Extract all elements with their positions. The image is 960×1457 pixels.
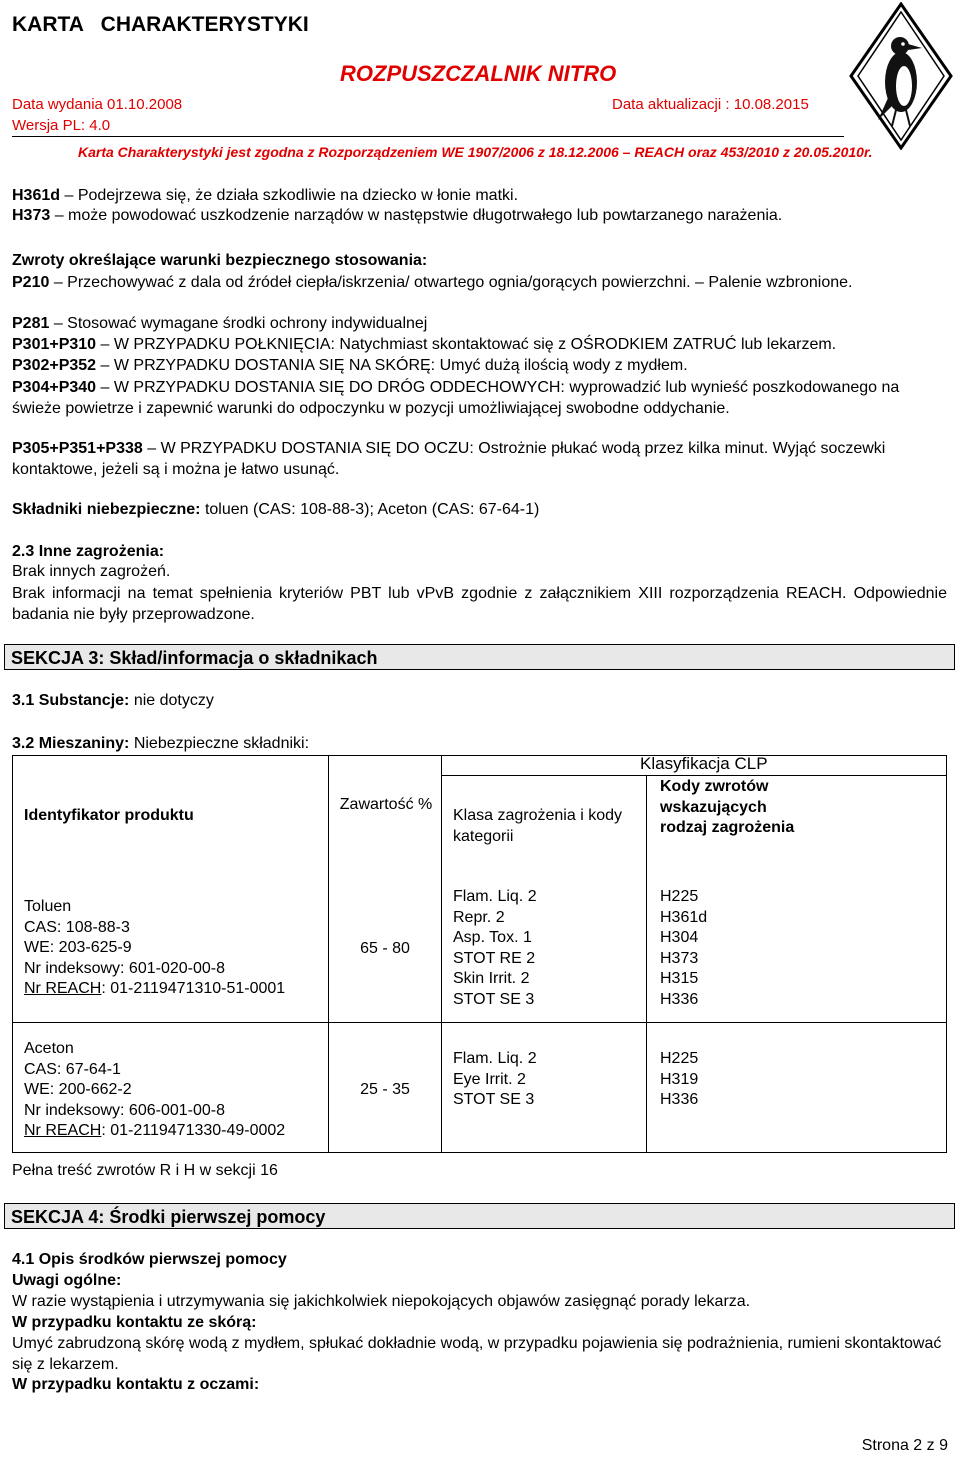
col-content-header: Zawartość % xyxy=(339,796,433,813)
precaution-p304: P304+P340 – W PRZYPADKU DOSTANIA SIĘ DO DRÓG ODDECHOWYCH: wyprowadzić lub wynieść poszkodowanego na świeże powietrze i zapewnić warunki do odpoczynku w pozycji umożliwiającej swobodne oddychanie. xyxy=(12,379,900,417)
other-hazards-line1: Brak innych zagrożeń. xyxy=(12,563,171,580)
header-rule xyxy=(12,136,844,137)
precaution-p305: P305+P351+P338 – W PRZYPADKU DOSTANIA SIĘ DO OCZU: Ostrożnie płukać wodą przez kilka minut. Wyjąć soczewki kontaktowe, jeżeli są i można je łatwo usunąć. xyxy=(12,440,886,478)
product-name: ROZPUSZCZALNIK NITRO xyxy=(340,61,617,86)
precaution-heading: Zwroty określające warunki bezpiecznego stosowania: xyxy=(12,252,428,269)
eyes-label: W przypadku kontaktu z oczami: xyxy=(12,1376,260,1393)
dangerous-ingredients: Składniki niebezpieczne: toluen (CAS: 108-88-3); Aceton (CAS: 67-64-1) xyxy=(12,501,540,518)
clp-header: Klasyfikacja CLP xyxy=(640,754,768,773)
regulation-note: Karta Charakterystyki jest zgodna z Rozporządzeniem WE 1907/2006 z 18.12.2006 – REACH oraz 453/2010 z 20.05.2010r. xyxy=(78,144,873,160)
table-note: Pełna treść zwrotów R i H w sekcji 16 xyxy=(12,1162,278,1179)
col-identifier-header: Identyfikator produktu xyxy=(24,807,194,824)
section4-title: SEKCJA 4: Środki pierwszej pomocy xyxy=(4,1203,955,1229)
mixtures: 3.2 Mieszaniny: Niebezpieczne składniki: xyxy=(12,735,310,752)
precaution-p302: P302+P352 – W PRZYPADKU DOSTANIA SIĘ NA SKÓRĘ: Umyć dużą ilością wody z mydłem. xyxy=(12,357,688,374)
update-date: Data aktualizacji : 10.08.2015 xyxy=(612,96,809,113)
skin-text: Umyć zabrudzoną skórę wodą z mydłem, spłukać dokładnie wodą, w przypadku pojawienia się podrażnienia, rumieni skontaktować się z lekarzem. xyxy=(12,1335,942,1373)
hazard-h373: H373 – może powodować uszkodzenie narządów w następstwie długotrwałego lub powtarzanego narażenia. xyxy=(12,207,783,224)
table-row-toluen-codes: H225 H361d H304 H373 H315 H336 xyxy=(660,888,708,1008)
other-hazards-line2: Brak informacji na temat spełnienia kryteriów PBT lub vPvB zgodnie z załącznikiem XIII rozporządzenia REACH. Odpowiednie badania nie były przeprowadzone. xyxy=(12,585,947,623)
precaution-p210: P210 – Przechowywać z dala od źródeł ciepła/iskrzenia/ otwartego ognia/gorących powierzchni. – Palenie wzbronione. xyxy=(12,274,853,291)
precaution-p281: P281 – Stosować wymagane środki ochrony indywidualnej xyxy=(12,315,428,332)
col-class-header: Klasa zagrożenia i kody kategorii xyxy=(453,807,622,845)
document-title: KARTA CHARAKTERYSTYKI xyxy=(12,13,309,36)
first-aid-subtitle: 4.1 Opis środków pierwszej pomocy xyxy=(12,1251,287,1268)
table-row-toluen-content: 65 - 80 xyxy=(360,940,410,957)
page-number: Strona 2 z 9 xyxy=(861,1437,948,1454)
version: Wersja PL: 4.0 xyxy=(12,117,111,134)
section3-title: SEKCJA 3: Skład/informacja o składnikach xyxy=(4,644,955,670)
other-hazards-heading: 2.3 Inne zagrożenia: xyxy=(12,543,165,560)
general-label: Uwagi ogólne: xyxy=(12,1272,122,1289)
table-row-aceton-identifier: Aceton CAS: 67-64-1 WE: 200-662-2 Nr indeksowy: 606-001-00-8 Nr REACH: 01-2119471330-49-0002 xyxy=(24,1040,286,1139)
table-row-aceton-codes: H225 H319 H336 xyxy=(660,1050,699,1108)
hazard-h361d: H361d – Podejrzewa się, że działa szkodliwie na dziecko w łonie matki. xyxy=(12,187,519,204)
table-row-aceton-classes: Flam. Liq. 2 Eye Irrit. 2 STOT SE 3 xyxy=(453,1050,537,1108)
col-codes-header: Kody zwrotów wskazujących rodzaj zagrożenia xyxy=(660,778,795,836)
ingredients-table xyxy=(12,755,947,1153)
issue-date: Data wydania 01.10.2008 xyxy=(12,96,183,113)
table-row-toluen-identifier: Toluen CAS: 108-88-3 WE: 203-625-9 Nr indeksowy: 601-020-00-8 Nr REACH: 01-2119471310-51-0001 xyxy=(24,898,286,997)
general-text: W razie wystąpienia i utrzymywania się jakichkolwiek niepokojących objawów zasięgnąć porady lekarza. xyxy=(12,1293,751,1310)
skin-label: W przypadku kontaktu ze skórą: xyxy=(12,1314,257,1331)
table-row-toluen-classes: Flam. Liq. 2 Repr. 2 Asp. Tox. 1 STOT RE 2 Skin Irrit. 2 STOT SE 3 xyxy=(453,888,537,1008)
bird-logo-icon xyxy=(848,2,954,150)
substances: 3.1 Substancje: nie dotyczy xyxy=(12,692,214,709)
precaution-p301: P301+P310 – W PRZYPADKU POŁKNIĘCIA: Natychmiast skontaktować się z OŚRODKIEM ZATRUĆ lub lekarzem. xyxy=(12,336,837,353)
table-row-aceton-content: 25 - 35 xyxy=(360,1081,410,1098)
